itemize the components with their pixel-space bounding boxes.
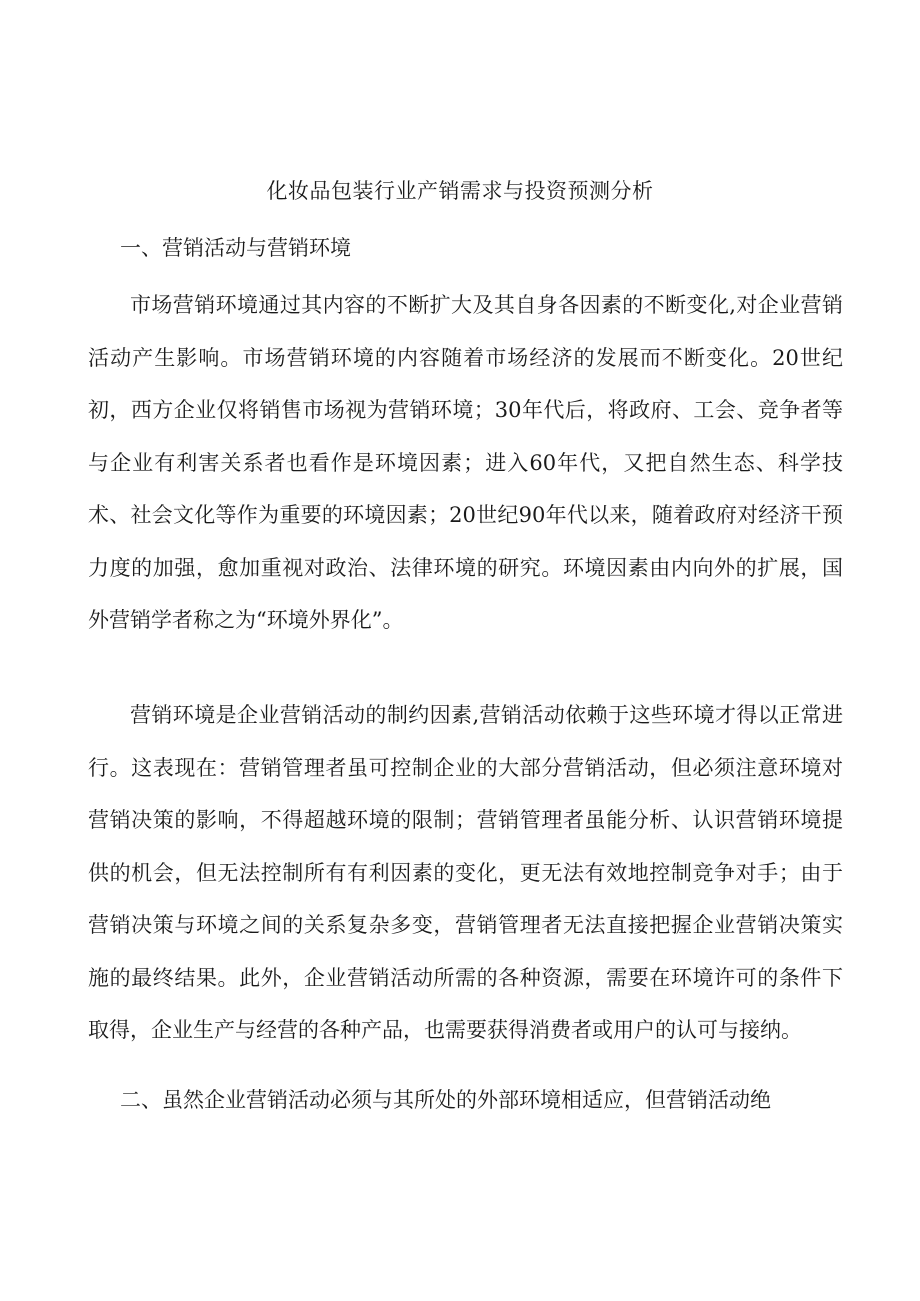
document-title: 化妆品包装行业产销需求与投资预测分析 (266, 179, 654, 203)
section-heading-1: 一、营销活动与营销环境 (120, 236, 351, 260)
paragraph-1: 市场营销环境通过其内容的不断扩大及其自身各因素的不断变化,对企业营销活动产生影响。市场营销环境的内容随着市场经济的发展而不断变化。20世纪初，西方企业仅将销售市场视为营销环境；30年代后，将政府、工会、竞争者等与企业有利害关系者也看作是环境因素；进入60年代，又把自然生态、科学技术、社会文化等作为重要的环境因素；20世纪90年代以来，随着政府对经济干预力度的加强，愈加重视对政治、法律环境的研究。环境因素由内向外的扩展，国外营销学者称之为“环境外界化”。 (88, 293, 843, 632)
section-heading-2: 二、虽然企业营销活动必须与其所处的外部环境相适应，但营销活动绝 (120, 1088, 771, 1112)
paragraph-2: 营销环境是企业营销活动的制约因素,营销活动依赖于这些环境才得以正常进行。这表现在：营销管理者虽可控制企业的大部分营销活动，但必须注意环境对营销决策的影响，不得超越环境的限制；营销管理者虽能分析、认识营销环境提供的机会，但无法控制所有有利因素的变化，更无法有效地控制竞争对手；由于营销决策与环境之间的关系复杂多变，营销管理者无法直接把握企业营销决策实施的最终结果。此外，企业营销活动所需的各种资源，需要在环境许可的条件下取得，企业生产与经营的各种产品，也需要获得消费者或用户的认可与接纳。 (88, 703, 843, 1042)
